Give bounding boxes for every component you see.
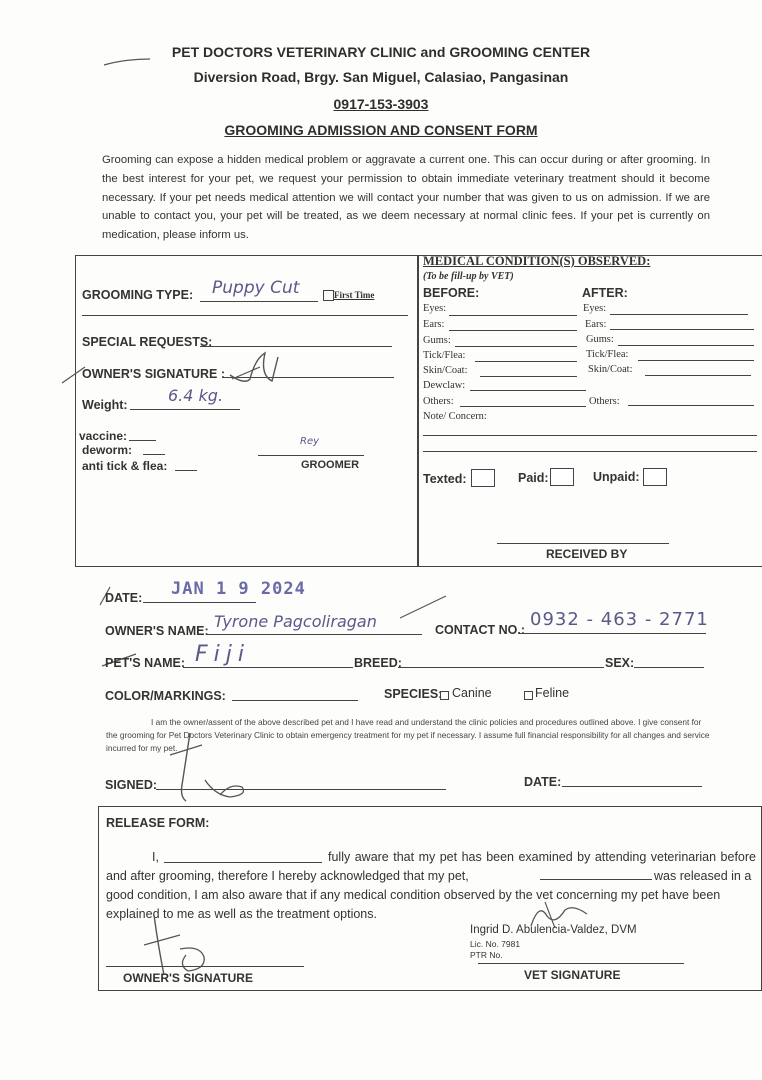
before-dewclaw-line (470, 390, 586, 391)
medical-title: MEDICAL CONDITION(S) OBSERVED: (423, 254, 651, 268)
groomer-name: Rey (300, 436, 320, 447)
consent-signature (160, 725, 260, 805)
owner-name-label: OWNER'S NAME: (105, 624, 209, 638)
anti-tick-label: anti tick & flea: (82, 459, 168, 473)
paid-label: Paid: (518, 471, 549, 485)
release-owner-line (106, 966, 304, 967)
after-skin-label: Skin/Coat: (588, 364, 633, 375)
grooming-type-value[interactable]: Puppy Cut (212, 278, 300, 298)
release-part3: was released in a good condition, I am also aware that if any medical condition observed by the vet concerning my pet have been explained to me as well as the treatment options. (106, 869, 752, 921)
weight-value[interactable]: 6.4 kg. (168, 386, 224, 405)
canine-checkbox[interactable] (440, 691, 449, 700)
contact-line (520, 633, 706, 634)
feline-checkbox[interactable] (524, 691, 533, 700)
after-ears-line (610, 329, 754, 330)
paid-checkbox[interactable] (550, 468, 574, 486)
form-title: GROOMING ADMISSION AND CONSENT FORM (224, 122, 538, 138)
intro-paragraph: Grooming can expose a hidden medical problem or aggravate a current one. This can occur during or after grooming. In the best interest for your pet, we request your permission to obtain immediate veterinary treatment should it become necessary. If your pet needs medical attention we will contact your number that was given to us on admission. If we are unable to contact you, your pet will be treated, as we deem necessary at normal clinic fees. If your pet is currently on medication, please inform us. (102, 154, 710, 242)
received-by-label: RECEIVED BY (546, 547, 628, 561)
note-concern-label: Note/ Concern: (423, 411, 487, 422)
before-others-line (460, 406, 586, 407)
date-stamp[interactable]: JAN 1 9 2024 (171, 579, 306, 599)
after-eyes-label: Eyes: (583, 303, 607, 314)
before-dewclaw-label: Dewclaw: (423, 380, 466, 391)
release-part1: I, (152, 850, 159, 864)
medical-subtitle: (To be fill-up by VET) (423, 271, 514, 282)
pen-mark-name (398, 592, 450, 622)
before-others-label: Others: (423, 396, 454, 407)
pet-name-value[interactable]: Fiji (195, 642, 250, 667)
consent-date-line (562, 786, 702, 787)
after-tickflea-label: Tick/Flea: (586, 349, 629, 360)
after-tickflea-line (638, 360, 754, 361)
clinic-name: PET DOCTORS VETERINARY CLINIC and GROOMING CENTER (171, 44, 591, 60)
vet-signature-line (478, 963, 684, 964)
date-line (143, 602, 256, 603)
consent-text: I am the owner/assent of the above described pet and I have read and understand the clinic policies and procedures outlined above. I give consent for the grooming for Pet Doctors Veterinary Clinic to obtain emergency treatment for my pet if necessary. I assume full financial responsibility for all changes and service incurred for my pet. (106, 717, 710, 753)
before-ears-label: Ears: (423, 319, 445, 330)
before-gums-label: Gums: (423, 335, 451, 346)
after-ears-label: Ears: (585, 319, 607, 330)
before-ears-line (449, 330, 577, 331)
contact-value[interactable]: 0932 - 463 - 2771 (530, 609, 709, 630)
anti-tick-line (175, 470, 197, 471)
before-skin-line (480, 376, 577, 377)
vaccine-label: vaccine: (79, 429, 128, 443)
after-label: AFTER: (582, 286, 628, 300)
after-gums-line (618, 345, 754, 346)
before-label: BEFORE: (423, 286, 480, 300)
grooming-type-line (200, 301, 318, 302)
texted-checkbox[interactable] (471, 469, 495, 487)
after-gums-label: Gums: (586, 334, 614, 345)
vet-ptr-no: PTR No. (470, 950, 503, 960)
received-by-line (497, 543, 669, 544)
sex-line (634, 667, 704, 668)
after-skin-line (645, 375, 751, 376)
before-tickflea-label: Tick/Flea: (423, 350, 466, 361)
before-eyes-line (449, 315, 577, 316)
release-title: RELEASE FORM: (106, 816, 210, 830)
groomer-line (258, 455, 364, 456)
color-line (232, 700, 358, 701)
signed-label: SIGNED: (105, 778, 158, 792)
unpaid-label: Unpaid: (593, 470, 640, 484)
grooming-type-label: GROOMING TYPE: (82, 288, 194, 302)
pet-name-line (183, 667, 353, 668)
before-gums-line (455, 346, 577, 347)
release-part2: fully aware that my pet has been examined by attending veterinarian before and after grooming, therefore I hereby acknowledged that my pet, (106, 850, 756, 883)
contact-label: CONTACT NO.: (435, 623, 526, 637)
date-label: DATE: (105, 591, 143, 605)
release-owner-signature-label: OWNER'S SIGNATURE (123, 971, 253, 985)
canine-label: Canine (452, 686, 492, 700)
vet-lic-no: Lic. No. 7981 (470, 939, 521, 949)
feline-label: Feline (535, 686, 570, 700)
owner-name-line (206, 634, 422, 635)
before-eyes-label: Eyes: (423, 303, 447, 314)
after-eyes-line (610, 314, 748, 315)
unpaid-checkbox[interactable] (643, 468, 667, 486)
weight-line (130, 409, 240, 410)
first-time-label: First Time (334, 290, 375, 300)
before-tickflea-line (475, 361, 577, 362)
note-line-2 (423, 451, 757, 452)
pet-name-label: PET'S NAME: (105, 656, 186, 670)
deworm-line (143, 454, 165, 455)
species-label: SPECIES: (384, 687, 443, 701)
vet-signature-label: VET SIGNATURE (524, 968, 621, 982)
note-line-1 (423, 435, 757, 436)
weight-label: Weight: (82, 398, 128, 412)
vet-name: Ingrid D. Abulencia-Valdez, DVM (470, 924, 637, 936)
first-time-checkbox[interactable] (323, 290, 334, 301)
after-others-line (628, 405, 754, 406)
clinic-address: Diversion Road, Brgy. San Miguel, Calasiao, Pangasinan (193, 69, 569, 85)
owner-name-value[interactable]: Tyrone Pagcoliragan (214, 612, 377, 631)
texted-label: Texted: (423, 472, 467, 486)
consent-date-label: DATE: (524, 775, 562, 789)
breed-label: BREED: (354, 656, 402, 670)
after-others-label: Others: (589, 396, 620, 407)
sex-label: SEX: (605, 656, 635, 670)
owner-signature-label: OWNER'S SIGNATURE : (82, 367, 226, 381)
groomer-label: GROOMER (301, 459, 360, 471)
color-label: COLOR/MARKINGS: (105, 689, 226, 703)
deworm-label: deworm: (82, 443, 133, 457)
grooming-type-line-2 (82, 315, 408, 316)
vaccine-line (129, 440, 156, 441)
before-skin-label: Skin/Coat: (423, 365, 468, 376)
clinic-phone: 0917-153-3903 (333, 96, 429, 112)
special-requests-label: SPECIAL REQUESTS: (82, 335, 213, 349)
breed-line (398, 667, 604, 668)
admission-divider (417, 255, 419, 566)
